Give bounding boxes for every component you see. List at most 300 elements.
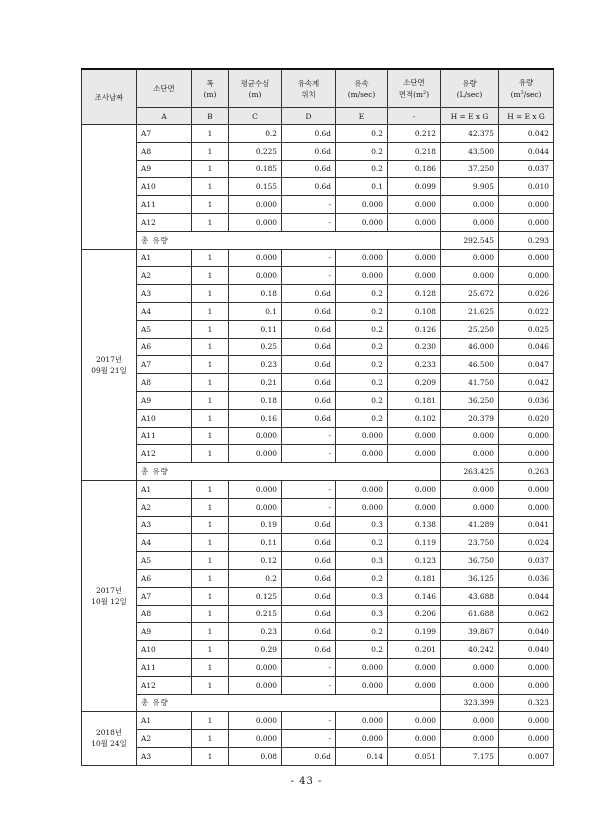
table-row — [82, 569, 554, 587]
cell-flow-ls: 0.000 — [441, 213, 499, 231]
cell-velocity: 0.2 — [336, 338, 388, 356]
cell-flow-ls: 46.500 — [441, 356, 499, 374]
table-row — [82, 267, 554, 285]
cell-section: A11 — [137, 658, 192, 676]
cell-area: 0.000 — [388, 712, 441, 730]
cell-meter-position: 0.6d — [282, 285, 336, 303]
cell-area: 0.128 — [388, 285, 441, 303]
cell-flow-ls: 41.750 — [441, 374, 499, 392]
cell-section: A6 — [137, 569, 192, 587]
cell-velocity: 0.2 — [336, 285, 388, 303]
cell-meter-position: 0.6d — [282, 160, 336, 178]
cell-area: 0.209 — [388, 374, 441, 392]
cell-depth: 0.225 — [229, 142, 282, 160]
date-month-day: 09월 21일 — [91, 365, 127, 375]
cell-depth: 0.23 — [229, 356, 282, 374]
cell-flow-ls: 42.375 — [441, 125, 499, 143]
cell-flow-m3: 0.007 — [499, 747, 554, 765]
cell-velocity: 0.2 — [336, 302, 388, 320]
cell-width: 1 — [192, 498, 229, 516]
cell-flow-ls: 36.750 — [441, 552, 499, 570]
cell-flow-m3: 0.036 — [499, 391, 554, 409]
cell-width: 1 — [192, 374, 229, 392]
cell-flow-m3: 0.042 — [499, 374, 554, 392]
cell-flow-m3: 0.044 — [499, 587, 554, 605]
cell-velocity: 0.000 — [336, 445, 388, 463]
date-month-day: 10월 24일 — [91, 739, 127, 749]
table-row — [82, 730, 554, 748]
cell-area: 0.218 — [388, 142, 441, 160]
cell-depth: 0.21 — [229, 374, 282, 392]
table-row — [82, 516, 554, 534]
code-d: D — [282, 108, 336, 125]
cell-velocity: 0.2 — [336, 641, 388, 659]
total-flow-ls: 323.399 — [441, 694, 499, 712]
cell-velocity: 0.000 — [336, 267, 388, 285]
cell-width: 1 — [192, 605, 229, 623]
cell-meter-position: - — [282, 249, 336, 267]
cell-flow-m3: 0.010 — [499, 178, 554, 196]
code-b: B — [192, 108, 229, 125]
cell-depth: 0.1 — [229, 302, 282, 320]
table-row — [82, 427, 554, 445]
cell-depth: 0.18 — [229, 391, 282, 409]
cell-area: 0.108 — [388, 302, 441, 320]
cell-section: A2 — [137, 267, 192, 285]
cell-section: A6 — [137, 338, 192, 356]
cell-depth: 0.19 — [229, 516, 282, 534]
cell-meter-position: 0.6d — [282, 338, 336, 356]
total-row — [82, 231, 554, 249]
cell-area: 0.000 — [388, 676, 441, 694]
total-flow-ls: 292.545 — [441, 231, 499, 249]
table-row — [82, 374, 554, 392]
cell-meter-position: - — [282, 196, 336, 214]
cell-flow-m3: 0.000 — [499, 712, 554, 730]
cell-velocity: 0.2 — [336, 356, 388, 374]
cell-width: 1 — [192, 516, 229, 534]
cell-flow-ls: 0.000 — [441, 730, 499, 748]
cell-meter-position: 0.6d — [282, 747, 336, 765]
cell-velocity: 0.3 — [336, 605, 388, 623]
cell-flow-ls: 20.379 — [441, 409, 499, 427]
cell-area: 0.000 — [388, 213, 441, 231]
cell-flow-ls: 46.000 — [441, 338, 499, 356]
cell-flow-ls: 43.500 — [441, 142, 499, 160]
date-cell — [82, 125, 137, 250]
cell-width: 1 — [192, 569, 229, 587]
cell-section: A3 — [137, 516, 192, 534]
cell-flow-ls: 25.672 — [441, 285, 499, 303]
total-flow-ls: 263.425 — [441, 463, 499, 481]
cell-section: A12 — [137, 676, 192, 694]
cell-area: 0.123 — [388, 552, 441, 570]
cell-meter-position: 0.6d — [282, 534, 336, 552]
cell-section: A9 — [137, 391, 192, 409]
cell-meter-position: 0.6d — [282, 605, 336, 623]
table-row — [82, 498, 554, 516]
cell-velocity: 0.2 — [336, 125, 388, 143]
cell-flow-ls: 0.000 — [441, 676, 499, 694]
cell-section: A1 — [137, 712, 192, 730]
cell-meter-position: 0.6d — [282, 409, 336, 427]
cell-meter-position: - — [282, 498, 336, 516]
cell-flow-m3: 0.044 — [499, 142, 554, 160]
cell-section: A8 — [137, 605, 192, 623]
table-row — [82, 125, 554, 143]
cell-velocity: 0.2 — [336, 569, 388, 587]
table-row — [82, 445, 554, 463]
cell-section: A7 — [137, 125, 192, 143]
cell-area: 0.146 — [388, 587, 441, 605]
cell-flow-ls: 61.688 — [441, 605, 499, 623]
table-row — [82, 320, 554, 338]
cell-width: 1 — [192, 409, 229, 427]
cell-meter-position: 0.6d — [282, 587, 336, 605]
cell-velocity: 0.3 — [336, 516, 388, 534]
cell-flow-m3: 0.000 — [499, 213, 554, 231]
date-cell — [82, 480, 137, 711]
date-year: 2017년 — [96, 354, 122, 364]
cell-depth: 0.16 — [229, 409, 282, 427]
cell-flow-ls: 36.125 — [441, 569, 499, 587]
cell-area: 0.000 — [388, 427, 441, 445]
cell-width: 1 — [192, 623, 229, 641]
cell-velocity: 0.2 — [336, 534, 388, 552]
date-month-day: 10월 12일 — [91, 597, 127, 607]
cell-depth: 0.2 — [229, 569, 282, 587]
table-row — [82, 142, 554, 160]
table-row — [82, 249, 554, 267]
cell-velocity: 0.000 — [336, 249, 388, 267]
cell-flow-m3: 0.037 — [499, 552, 554, 570]
cell-width: 1 — [192, 391, 229, 409]
cell-area: 0.000 — [388, 658, 441, 676]
cell-area: 0.126 — [388, 320, 441, 338]
cell-depth: 0.000 — [229, 712, 282, 730]
cell-area: 0.119 — [388, 534, 441, 552]
cell-section: A5 — [137, 320, 192, 338]
cell-meter-position: - — [282, 712, 336, 730]
table-body — [82, 125, 554, 766]
cell-width: 1 — [192, 534, 229, 552]
cell-area: 0.000 — [388, 249, 441, 267]
cell-area: 0.138 — [388, 516, 441, 534]
col-header-meter-position: 유속계 위치 — [282, 69, 336, 108]
table-row — [82, 747, 554, 765]
total-flow-m3: 0.323 — [499, 694, 554, 712]
cell-section: A11 — [137, 427, 192, 445]
cell-area: 0.000 — [388, 498, 441, 516]
cell-flow-m3: 0.000 — [499, 196, 554, 214]
table-row — [82, 605, 554, 623]
cell-flow-m3: 0.036 — [499, 569, 554, 587]
cell-area: 0.102 — [388, 409, 441, 427]
cell-flow-m3: 0.025 — [499, 320, 554, 338]
cell-velocity: 0.2 — [336, 623, 388, 641]
cell-meter-position: - — [282, 427, 336, 445]
cell-flow-m3: 0.000 — [499, 730, 554, 748]
cell-depth: 0.000 — [229, 730, 282, 748]
cell-section: A11 — [137, 196, 192, 214]
code-c: C — [229, 108, 282, 125]
cell-area: 0.099 — [388, 178, 441, 196]
cell-section: A10 — [137, 178, 192, 196]
table-row — [82, 658, 554, 676]
cell-flow-ls: 21.625 — [441, 302, 499, 320]
cell-flow-ls: 23.750 — [441, 534, 499, 552]
cell-meter-position: 0.6d — [282, 552, 336, 570]
cell-velocity: 0.3 — [336, 587, 388, 605]
cell-meter-position: - — [282, 445, 336, 463]
cell-meter-position: 0.6d — [282, 569, 336, 587]
cell-velocity: 0.2 — [336, 142, 388, 160]
cell-velocity: 0.2 — [336, 320, 388, 338]
cell-section: A8 — [137, 142, 192, 160]
table-row — [82, 302, 554, 320]
cell-area: 0.051 — [388, 747, 441, 765]
cell-width: 1 — [192, 712, 229, 730]
cell-section: A2 — [137, 498, 192, 516]
cell-velocity: 0.000 — [336, 498, 388, 516]
cell-width: 1 — [192, 213, 229, 231]
cell-meter-position: 0.6d — [282, 320, 336, 338]
cell-velocity: 0.2 — [336, 391, 388, 409]
cell-width: 1 — [192, 427, 229, 445]
cell-meter-position: 0.6d — [282, 302, 336, 320]
cell-width: 1 — [192, 302, 229, 320]
table-row — [82, 712, 554, 730]
cell-meter-position: 0.6d — [282, 356, 336, 374]
cell-area: 0.212 — [388, 125, 441, 143]
cell-velocity: 0.000 — [336, 196, 388, 214]
cell-section: A9 — [137, 623, 192, 641]
cell-flow-m3: 0.000 — [499, 480, 554, 498]
cell-velocity: 0.3 — [336, 552, 388, 570]
cell-width: 1 — [192, 320, 229, 338]
table-row — [82, 552, 554, 570]
cell-area: 0.181 — [388, 391, 441, 409]
cell-width: 1 — [192, 125, 229, 143]
cell-velocity: 0.2 — [336, 160, 388, 178]
cell-area: 0.206 — [388, 605, 441, 623]
cell-flow-m3: 0.042 — [499, 125, 554, 143]
cell-depth: 0.11 — [229, 534, 282, 552]
cell-flow-m3: 0.000 — [499, 427, 554, 445]
code-a: A — [137, 108, 192, 125]
cell-width: 1 — [192, 676, 229, 694]
date-cell — [82, 249, 137, 480]
cell-area: 0.000 — [388, 445, 441, 463]
cell-velocity: 0.000 — [336, 658, 388, 676]
cell-flow-ls: 37.250 — [441, 160, 499, 178]
cell-flow-m3: 0.026 — [499, 285, 554, 303]
cell-section: A1 — [137, 480, 192, 498]
cell-velocity: 0.14 — [336, 747, 388, 765]
cell-velocity: 0.000 — [336, 712, 388, 730]
cell-depth: 0.000 — [229, 427, 282, 445]
cell-depth: 0.000 — [229, 445, 282, 463]
table-row — [82, 160, 554, 178]
cell-flow-ls: 40.242 — [441, 641, 499, 659]
cell-width: 1 — [192, 196, 229, 214]
cell-flow-ls: 0.000 — [441, 249, 499, 267]
cell-depth: 0.215 — [229, 605, 282, 623]
cell-flow-m3: 0.000 — [499, 267, 554, 285]
cell-velocity: 0.2 — [336, 374, 388, 392]
cell-width: 1 — [192, 249, 229, 267]
cell-width: 1 — [192, 587, 229, 605]
col-header-velocity: 유속 (m/sec) — [336, 69, 388, 108]
page-number: - 43 - — [290, 776, 323, 787]
cell-flow-ls: 0.000 — [441, 658, 499, 676]
table-row — [82, 338, 554, 356]
cell-flow-ls: 36.250 — [441, 391, 499, 409]
cell-flow-ls: 0.000 — [441, 267, 499, 285]
cell-depth: 0.11 — [229, 320, 282, 338]
code-g: - — [388, 108, 441, 125]
cell-width: 1 — [192, 142, 229, 160]
cell-depth: 0.000 — [229, 213, 282, 231]
cell-flow-m3: 0.020 — [499, 409, 554, 427]
cell-velocity: 0.000 — [336, 213, 388, 231]
cell-meter-position: 0.6d — [282, 142, 336, 160]
cell-section: A3 — [137, 747, 192, 765]
cell-depth: 0.155 — [229, 178, 282, 196]
cell-width: 1 — [192, 267, 229, 285]
cell-flow-m3: 0.047 — [499, 356, 554, 374]
cell-flow-ls: 41.289 — [441, 516, 499, 534]
cell-width: 1 — [192, 730, 229, 748]
cell-velocity: 0.000 — [336, 427, 388, 445]
cell-section: A2 — [137, 730, 192, 748]
cell-width: 1 — [192, 641, 229, 659]
cell-flow-ls: 25.250 — [441, 320, 499, 338]
cell-section: A4 — [137, 534, 192, 552]
cell-width: 1 — [192, 338, 229, 356]
col-header-flow-ls: 유량 (L/sec) — [441, 69, 499, 108]
cell-width: 1 — [192, 747, 229, 765]
cell-depth: 0.12 — [229, 552, 282, 570]
total-row — [82, 694, 554, 712]
cell-meter-position: 0.6d — [282, 178, 336, 196]
cell-velocity: 0.2 — [336, 409, 388, 427]
table-row — [82, 409, 554, 427]
cell-depth: 0.000 — [229, 249, 282, 267]
cell-flow-m3: 0.000 — [499, 445, 554, 463]
cell-flow-m3: 0.000 — [499, 676, 554, 694]
col-header-depth: 평균수심 (m) — [229, 69, 282, 108]
cell-section: A9 — [137, 160, 192, 178]
cell-width: 1 — [192, 285, 229, 303]
flow-measurement-table-page — [81, 68, 549, 766]
cell-meter-position: - — [282, 730, 336, 748]
cell-velocity: 0.000 — [336, 480, 388, 498]
cell-depth: 0.000 — [229, 498, 282, 516]
cell-flow-ls: 0.000 — [441, 427, 499, 445]
cell-flow-m3: 0.022 — [499, 302, 554, 320]
cell-meter-position: 0.6d — [282, 125, 336, 143]
table-header — [82, 69, 554, 125]
date-cell — [82, 712, 137, 765]
col-header-section: 소단면 — [137, 69, 192, 108]
cell-flow-m3: 0.000 — [499, 498, 554, 516]
cell-width: 1 — [192, 356, 229, 374]
table-row — [82, 285, 554, 303]
cell-area: 0.000 — [388, 480, 441, 498]
cell-section: A3 — [137, 285, 192, 303]
cell-depth: 0.18 — [229, 285, 282, 303]
cell-meter-position: 0.6d — [282, 391, 336, 409]
cell-section: A7 — [137, 356, 192, 374]
cell-meter-position: 0.6d — [282, 641, 336, 659]
table-row — [82, 587, 554, 605]
code-h2: H = E x G — [499, 108, 554, 125]
cell-velocity: 0.000 — [336, 730, 388, 748]
cell-flow-m3: 0.000 — [499, 249, 554, 267]
col-header-width: 폭 (m) — [192, 69, 229, 108]
cell-flow-ls: 39.867 — [441, 623, 499, 641]
cell-flow-ls: 7.175 — [441, 747, 499, 765]
cell-width: 1 — [192, 552, 229, 570]
flow-measurement-table — [81, 68, 554, 766]
cell-depth: 0.125 — [229, 587, 282, 605]
cell-area: 0.230 — [388, 338, 441, 356]
cell-flow-m3: 0.000 — [499, 658, 554, 676]
table-row — [82, 356, 554, 374]
table-row — [82, 480, 554, 498]
cell-flow-ls: 0.000 — [441, 498, 499, 516]
table-row — [82, 534, 554, 552]
cell-depth: 0.000 — [229, 480, 282, 498]
cell-depth: 0.23 — [229, 623, 282, 641]
cell-depth: 0.000 — [229, 196, 282, 214]
cell-section: A10 — [137, 641, 192, 659]
table-row — [82, 213, 554, 231]
code-e: E — [336, 108, 388, 125]
cell-section: A12 — [137, 445, 192, 463]
cell-flow-ls: 0.000 — [441, 480, 499, 498]
cell-width: 1 — [192, 160, 229, 178]
table-row — [82, 391, 554, 409]
cell-section: A7 — [137, 587, 192, 605]
total-label: 총 유량 — [137, 694, 441, 712]
cell-velocity: 0.000 — [336, 676, 388, 694]
cell-depth: 0.185 — [229, 160, 282, 178]
col-header-flow-m3: 유량 $(m^3/\sec)$ — [499, 69, 554, 108]
total-label: 총 유량 — [137, 231, 441, 249]
cell-meter-position: 0.6d — [282, 516, 336, 534]
table-row — [82, 196, 554, 214]
col-header-area: 소단면 면적$(m^2)$ — [388, 69, 441, 108]
cell-area: 0.181 — [388, 569, 441, 587]
cell-flow-m3: 0.046 — [499, 338, 554, 356]
cell-width: 1 — [192, 445, 229, 463]
cell-depth: 0.08 — [229, 747, 282, 765]
cell-area: 0.199 — [388, 623, 441, 641]
total-label: 총 유량 — [137, 463, 441, 481]
total-row — [82, 463, 554, 481]
code-h1: H = E x G — [441, 108, 499, 125]
cell-flow-m3: 0.037 — [499, 160, 554, 178]
table-row — [82, 623, 554, 641]
cell-meter-position: - — [282, 480, 336, 498]
cell-flow-ls: 0.000 — [441, 196, 499, 214]
cell-section: A12 — [137, 213, 192, 231]
cell-meter-position: 0.6d — [282, 374, 336, 392]
cell-area: 0.233 — [388, 356, 441, 374]
table-row — [82, 676, 554, 694]
